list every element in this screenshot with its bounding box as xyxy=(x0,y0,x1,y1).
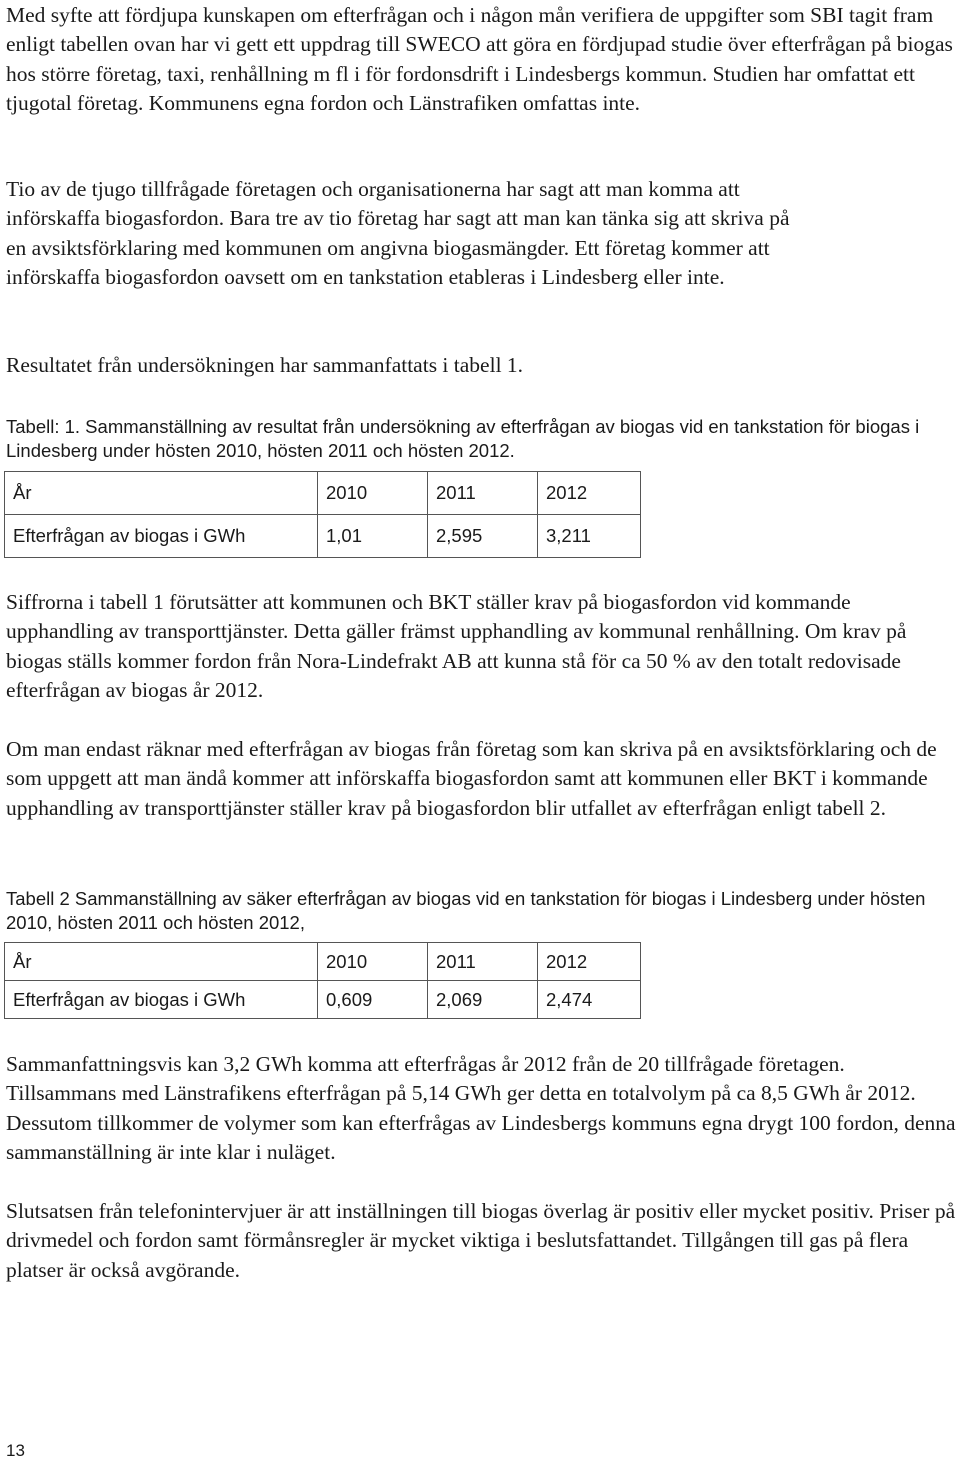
paragraph-summary: Sammanfattningsvis kan 3,2 GWh komma att efterfrågas år 2012 från de 20 tillfrågade företagen. Tillsammans med Länstrafikens efterfrågan på 5,14 GWh ger detta en totalvolym på ca 8,5 GWh år 2012. Dessutom tillkommer de volymer som kan efterfrågas av Lindesbergs kommuns egna drygt 100 fordon, denna sammanställning är inte klar i nuläget. xyxy=(6,1052,956,1165)
table-cell: 2011 xyxy=(428,472,538,515)
table-cell: 1,01 xyxy=(318,515,428,558)
table1 xyxy=(4,471,641,558)
table-cell: Efterfrågan av biogas i GWh xyxy=(5,515,318,558)
paragraph-table-intro: Resultatet från undersökningen har sammanfattats i tabell 1. xyxy=(6,353,524,377)
table-header-row xyxy=(5,943,641,981)
table-cell: År xyxy=(5,943,318,981)
table-cell: 2,069 xyxy=(428,981,538,1019)
table-row xyxy=(5,981,641,1019)
table-cell: 2,474 xyxy=(538,981,641,1019)
table-cell: Efterfrågan av biogas i GWh xyxy=(5,981,318,1019)
table-cell: 2012 xyxy=(538,472,641,515)
paragraph-survey-results: Tio av de tjugo tillfrågade företagen och organisationerna har sagt att man komma att införskaffa biogasfordon. Bara tre av tio företag har sagt att man kan tänka sig att skriva på en avsiktsförklaring med kommunen om angivna biogasmängder. Ett företag kommer att införskaffa biogasfordon oavsett om en tankstation etableras i Lindesberg eller inte. xyxy=(6,177,790,290)
table-row xyxy=(5,515,641,558)
page-number: 13 xyxy=(6,1441,25,1460)
table2 xyxy=(4,942,641,1019)
table-cell: År xyxy=(5,472,318,515)
paragraph-table1-assumptions: Siffrorna i tabell 1 förutsätter att kommunen och BKT ställer krav på biogasfordon vid kommande upphandling av transporttjänster. Detta gäller främst upphandling av kommunal renhållning. Om krav på biogas ställs kommer fordon från Nora-Lindefrakt AB att kunna stå för ca 50 % av den totalt redovisade efterfrågan av biogas år 2012. xyxy=(6,590,907,703)
paragraph-conclusion: Slutsatsen från telefonintervjuer är att inställningen till biogas överlag är positiv eller mycket positiv. Priser på drivmedel och fordon samt förmånsregler är mycket viktiga i beslutsfattandet. Tillgången till gas på flera platser är också avgörande. xyxy=(6,1199,956,1282)
paragraph-study-background: Med syfte att fördjupa kunskapen om efterfrågan och i någon mån verifiera de uppgifter som SBI tagit fram enligt tabellen ovan har vi gett ett uppdrag till SWECO att göra en fördjupad studie över efterfrågan på biogas hos större företag, taxi, renhållning m fl i för fordonsdrift i Lindesbergs kommun. Studien har omfattat ett tjugotal företag. Kommunens egna fordon och Länstrafiken omfattas inte. xyxy=(6,3,953,116)
table-cell: 2011 xyxy=(428,943,538,981)
table-cell: 2010 xyxy=(318,472,428,515)
table-cell: 3,211 xyxy=(538,515,641,558)
table-cell: 2,595 xyxy=(428,515,538,558)
table2-caption: Tabell 2 Sammanställning av säker efterfrågan av biogas vid en tankstation för biogas i Lindesberg under hösten 2010, hösten 2011 och hösten 2012, xyxy=(6,888,926,933)
table1-caption: Tabell: 1. Sammanställning av resultat från undersökning av efterfrågan av biogas vid en tankstation för biogas i Lindesberg under hösten 2010, hösten 2011 och hösten 2012. xyxy=(6,416,920,461)
table-cell: 0,609 xyxy=(318,981,428,1019)
table-header-row xyxy=(5,472,641,515)
table-cell: 2010 xyxy=(318,943,428,981)
paragraph-secure-demand: Om man endast räknar med efterfrågan av biogas från företag som kan skriva på en avsiktsförklaring och de som uppgett att man ändå kommer att införskaffa biogasfordon samt att kommunen eller BKT i kommande upphandling av transporttjänster ställer krav på biogasfordon blir utfallet av efterfrågan enligt tabell 2. xyxy=(6,737,937,820)
table-cell: 2012 xyxy=(538,943,641,981)
